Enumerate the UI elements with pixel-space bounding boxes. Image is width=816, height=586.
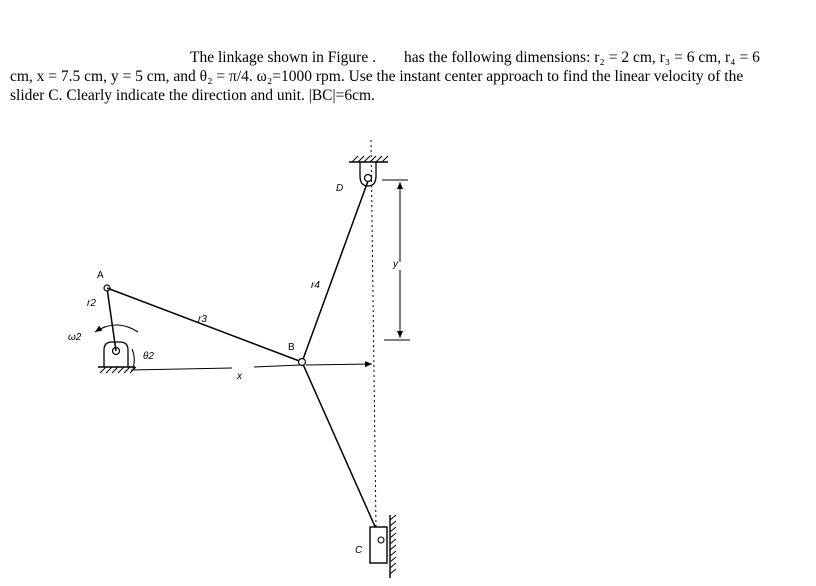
label-d: D — [336, 183, 344, 194]
problem-line-2: cm, x = 7.5 cm, y = 5 cm, and θ₂ = π/4. ω₂=1000 rpm. Use the instant center approach to find the linear velocity of the — [10, 68, 744, 85]
label-y: y — [393, 259, 398, 270]
label-r3: r3 — [198, 314, 207, 325]
ground-pivot-d — [349, 156, 388, 186]
label-theta2: θ2 — [143, 351, 154, 362]
link-r4 — [302, 181, 368, 362]
problem-line-3: slider C. Clearly indicate the direction and unit. |BC|=6cm. — [10, 87, 375, 104]
theta2-arc — [132, 349, 134, 369]
ground-pivot-o2 — [98, 342, 136, 373]
link-bc — [302, 362, 381, 540]
label-x: x — [237, 371, 242, 382]
label-c: C — [355, 545, 363, 556]
link-r3 — [107, 288, 302, 362]
reference-line-vertical — [371, 140, 376, 528]
label-a: A — [97, 270, 104, 281]
joint-b — [299, 359, 306, 366]
omega2-arrow — [95, 325, 138, 332]
label-omega2: ω2 — [68, 332, 82, 343]
dimension-x — [131, 364, 372, 370]
label-r4: r4 — [311, 280, 320, 291]
label-r2: r2 — [87, 298, 96, 309]
problem-line-1-a: The linkage shown in Figure . — [190, 49, 376, 66]
label-b: B — [288, 342, 295, 353]
problem-line-1-b: has the following dimensions: r₂ = 2 cm, r₃ = 6 cm, r₄ = 6 — [403, 49, 760, 66]
